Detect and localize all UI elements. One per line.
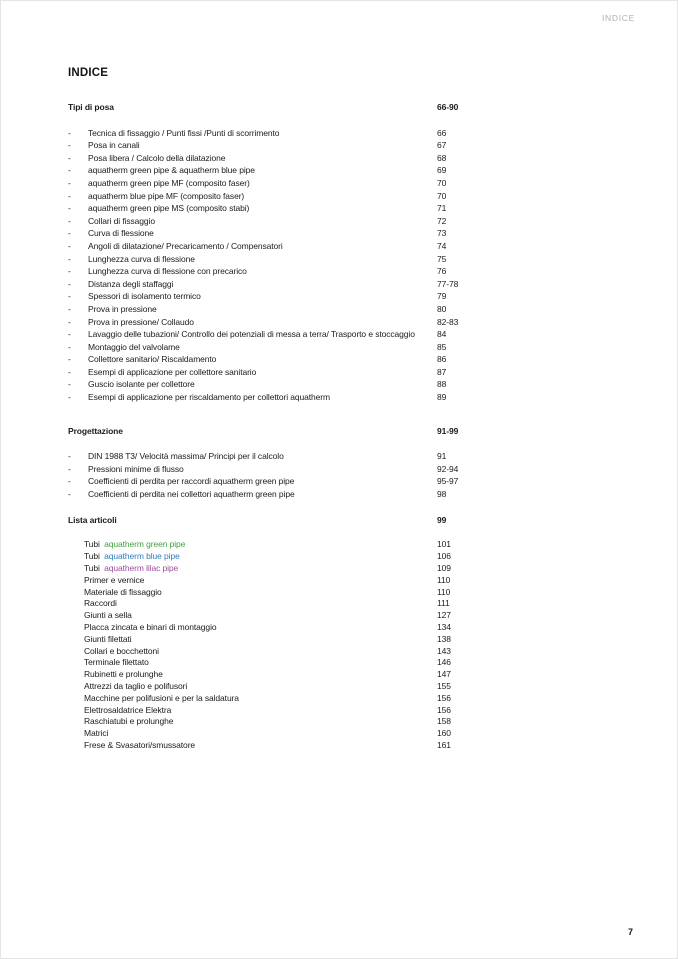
item-page: 70 — [437, 190, 447, 201]
item-label: DIN 1988 T3/ Velocità massima/ Principi per il calcolo — [88, 451, 284, 462]
item-label: Prova in pressione/ Collaudo — [88, 316, 194, 327]
section-heading — [68, 515, 488, 527]
toc-row — [68, 539, 488, 551]
item-page: 110 — [437, 574, 451, 585]
item-dash: - — [68, 165, 71, 176]
item-label: Placca zincata e binari di montaggio — [84, 622, 217, 632]
toc-row — [68, 341, 488, 354]
toc-row — [68, 551, 488, 563]
item-dash: - — [68, 190, 71, 201]
section-title: Lista articoli — [68, 514, 117, 525]
item-page: 72 — [437, 215, 447, 226]
item-page: 127 — [437, 610, 451, 621]
item-label: Collari di fissaggio — [88, 215, 155, 226]
item-dash: - — [68, 463, 71, 474]
item-label: Collari e bocchettoni — [84, 645, 159, 656]
item-page: 77-78 — [437, 278, 459, 289]
item-page: 101 — [437, 539, 451, 550]
section-title: Tipi di posa — [68, 102, 114, 112]
item-page: 92-94 — [437, 463, 459, 474]
item-dash: - — [68, 177, 71, 188]
item-label: Primer e vernice — [84, 574, 145, 585]
item-text: Tubi — [84, 551, 103, 562]
toc-row — [68, 391, 488, 404]
item-dash: - — [68, 329, 71, 340]
item-dash: - — [68, 476, 71, 487]
item-page: 71 — [437, 203, 447, 214]
item-dash: - — [68, 203, 71, 214]
item-dash: - — [68, 303, 71, 314]
item-dash: - — [68, 127, 71, 138]
toc-row — [68, 622, 488, 634]
item-label: Lunghezza curva di flessione con precarico — [88, 266, 247, 277]
item-page: 158 — [437, 716, 451, 727]
section-items — [68, 539, 488, 751]
item-label: Collettore sanitario/ Riscaldamento — [88, 354, 217, 365]
item-label: Posa in canali — [88, 140, 140, 151]
item-page: 66 — [437, 127, 447, 138]
running-header: INDICE — [601, 13, 635, 23]
item-page: 160 — [437, 728, 451, 739]
item-page: 75 — [437, 253, 447, 264]
item-page: 80 — [437, 303, 447, 314]
item-label: Pressioni minime di flusso — [88, 463, 184, 474]
item-label: Macchine per polifusioni e per la saldatura — [84, 692, 239, 703]
item-dash: - — [68, 140, 71, 151]
page-number: 7 — [627, 927, 633, 937]
toc-row — [68, 190, 488, 203]
toc-row — [68, 202, 488, 215]
item-page: 74 — [437, 240, 447, 251]
item-label: Giunti filettati — [84, 633, 132, 644]
item-label: Raccordi — [84, 598, 117, 609]
item-label: Materiale di fissaggio — [84, 586, 162, 597]
item-page: 156 — [437, 704, 451, 715]
item-page: 111 — [437, 598, 450, 609]
toc-row — [68, 681, 488, 693]
item-dash: - — [68, 366, 71, 377]
toc-row — [68, 575, 488, 587]
brand-name: aquatherm blue pipe — [104, 551, 180, 562]
toc-row — [68, 669, 488, 681]
toc-row — [68, 353, 488, 366]
item-label: aquatherm green pipe MS (composito stabi) — [88, 203, 250, 214]
item-page: 69 — [437, 165, 447, 176]
item-label: Rubinetti e prolunghe — [84, 669, 163, 680]
item-label — [68, 539, 437, 551]
item-label: Montaggio del valvolame — [88, 341, 180, 352]
item-text: Tubi — [84, 539, 103, 550]
toc-row — [68, 463, 488, 476]
toc-row — [68, 164, 488, 177]
item-page: 161 — [437, 739, 451, 750]
item-label: Spessori di isolamento termico — [88, 291, 201, 302]
item-label: Attrezzi da taglio e polifusori — [84, 680, 188, 691]
section-pages: 91-99 — [437, 425, 459, 436]
item-label: aquatherm blue pipe MF (composito faser) — [88, 190, 245, 201]
item-page: 91 — [437, 451, 447, 462]
toc-row — [68, 253, 488, 266]
toc-row — [68, 215, 488, 228]
item-dash: - — [68, 316, 71, 327]
item-dash: - — [68, 152, 71, 163]
item-page: 73 — [437, 228, 447, 239]
item-dash: - — [68, 379, 71, 390]
toc-row — [68, 139, 488, 152]
toc-row — [68, 488, 488, 501]
item-page: 156 — [437, 692, 451, 703]
toc-row — [68, 152, 488, 165]
item-page: 134 — [437, 622, 451, 632]
item-page: 109 — [437, 563, 451, 574]
toc-row — [68, 450, 488, 463]
brand-name: aquatherm lilac pipe — [104, 563, 179, 574]
item-page: 155 — [437, 680, 451, 691]
toc-row — [68, 634, 488, 646]
table-of-contents — [68, 101, 488, 752]
section-heading — [68, 425, 488, 438]
item-dash: - — [68, 451, 71, 462]
item-label: Lunghezza curva di flessione — [88, 253, 195, 264]
toc-row — [68, 657, 488, 669]
item-page: 95-97 — [437, 476, 459, 487]
item-page: 86 — [437, 354, 447, 365]
item-label: aquatherm green pipe & aquatherm blue pipe — [88, 165, 255, 176]
item-page: 89 — [437, 392, 447, 403]
toc-section-tipi-di-posa — [68, 101, 488, 404]
item-label: Giunti a sella — [84, 610, 132, 621]
toc-row — [68, 587, 488, 599]
toc-row — [68, 563, 488, 575]
toc-row — [68, 227, 488, 240]
item-page: 67 — [437, 140, 447, 151]
toc-row — [68, 290, 488, 303]
section-pages: 99 — [437, 514, 447, 525]
item-dash: - — [68, 354, 71, 365]
item-label: Angoli di dilatazione/ Precaricamento / Compensatori — [88, 240, 283, 251]
item-dash: - — [68, 489, 71, 500]
item-page: 106 — [437, 551, 451, 562]
toc-row — [68, 366, 488, 379]
item-label — [68, 563, 437, 575]
page-content — [68, 67, 488, 752]
item-page: 70 — [437, 177, 447, 188]
toc-row — [68, 177, 488, 190]
toc-row — [68, 240, 488, 253]
item-label: Esempi di applicazione per riscaldamento per collettori aquatherm — [88, 392, 331, 403]
toc-row — [68, 693, 488, 705]
toc-section-progettazione — [68, 425, 488, 501]
item-page: 76 — [437, 266, 447, 277]
item-label: Raschiatubi e prolunghe — [84, 716, 174, 727]
section-heading — [68, 101, 488, 114]
item-page: 85 — [437, 341, 447, 352]
item-page: 84 — [437, 329, 447, 340]
item-label: Tecnica di fissaggio / Punti fissi /Punti di scorrimento — [88, 127, 280, 138]
section-pages: 66-90 — [437, 102, 459, 112]
item-label — [68, 551, 437, 563]
toc-row — [68, 475, 488, 488]
item-label: Terminale filettato — [84, 657, 149, 668]
item-dash: - — [68, 253, 71, 264]
item-label: Posa libera / Calcolo della dilatazione — [88, 152, 226, 163]
toc-row — [68, 378, 488, 391]
brand-name: aquatherm green pipe — [104, 539, 186, 550]
item-page: 79 — [437, 291, 447, 302]
toc-row — [68, 740, 488, 752]
item-label: Elettrosaldatrice Elektra — [84, 704, 172, 715]
item-page: 146 — [437, 657, 451, 668]
section-title: Progettazione — [68, 425, 123, 436]
item-label: Frese & Svasatori/smussatore — [84, 739, 196, 750]
section-items — [68, 127, 488, 404]
toc-row — [68, 646, 488, 658]
item-dash: - — [68, 291, 71, 302]
section-items — [68, 450, 488, 500]
item-page: 138 — [437, 633, 451, 644]
toc-row — [68, 303, 488, 316]
item-page: 68 — [437, 152, 447, 163]
item-label: Matrici — [84, 728, 109, 739]
toc-row — [68, 610, 488, 622]
toc-row — [68, 598, 488, 610]
item-label: Coefficienti di perdita nei collettori aquatherm green pipe — [88, 489, 295, 500]
item-label: Guscio isolante per collettore — [88, 379, 195, 390]
item-dash: - — [68, 278, 71, 289]
toc-row — [68, 265, 488, 278]
toc-row — [68, 328, 488, 341]
item-page: 87 — [437, 366, 447, 377]
item-page: 110 — [437, 586, 451, 597]
page-title: INDICE — [68, 67, 109, 79]
toc-row — [68, 705, 488, 717]
item-dash: - — [68, 392, 71, 403]
item-dash: - — [68, 215, 71, 226]
toc-row — [68, 316, 488, 329]
toc-row — [68, 127, 488, 140]
item-page: 147 — [437, 669, 451, 680]
item-dash: - — [68, 228, 71, 239]
item-dash: - — [68, 240, 71, 251]
item-page: 98 — [437, 489, 447, 500]
item-label: Distanza degli staffaggi — [88, 278, 174, 289]
toc-row — [68, 278, 488, 291]
item-text: Tubi — [84, 563, 103, 574]
item-page: 143 — [437, 645, 451, 656]
item-label: Curva di flessione — [88, 228, 154, 239]
item-label: Esempi di applicazione per collettore sanitario — [88, 366, 257, 377]
item-dash: - — [68, 266, 71, 277]
toc-section-lista-articoli — [68, 515, 488, 752]
item-label: Coefficienti di perdita per raccordi aquatherm green pipe — [88, 476, 295, 487]
item-dash: - — [68, 341, 71, 352]
item-label: Lavaggio delle tubazioni/ Controllo dei potenziali di messa a terra/ Trasporto e stoccaggio — [88, 329, 415, 340]
item-label: aquatherm green pipe MF (composito faser) — [88, 177, 250, 188]
item-page: 88 — [437, 379, 447, 390]
toc-row — [68, 716, 488, 728]
item-label: Prova in pressione — [88, 303, 157, 314]
item-page: 82-83 — [437, 316, 459, 327]
toc-row — [68, 728, 488, 740]
